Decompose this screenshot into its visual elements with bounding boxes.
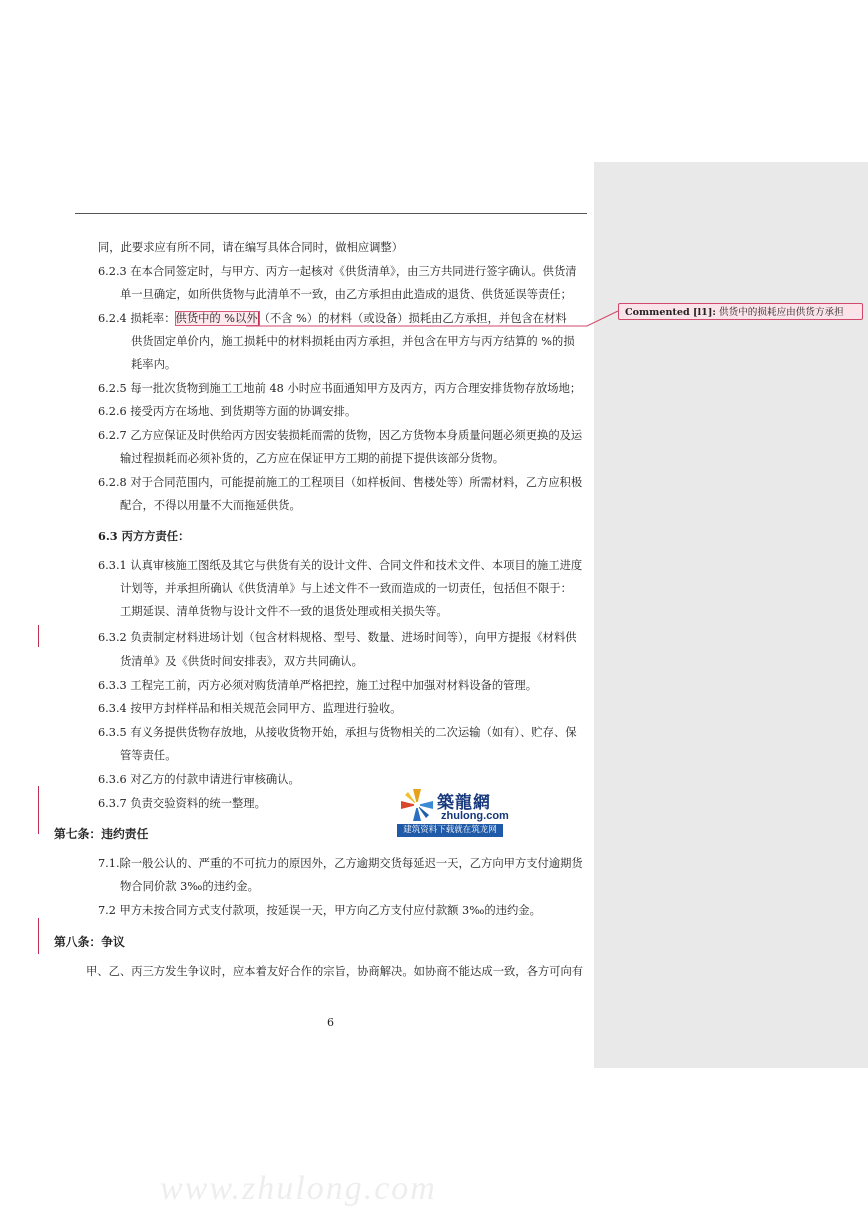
clause-7-2: 7.2 甲方未按合同方式支付款项，按延误一天，甲方向乙方支付应付款额 3‰的违约金。	[98, 904, 541, 917]
comment-balloon[interactable]	[618, 303, 863, 320]
commented-text-highlight[interactable]: 供货中的 %以外	[175, 312, 258, 325]
paragraph-line: 甲、乙、丙三方发生争议时，应本着友好合作的宗旨，协商解决。如协商不能达成一致，各方可向有	[86, 965, 584, 978]
clause-6-3-2: 6.3.2 负责制定材料进场计划（包含材料规格、型号、数量、进场时间等），向甲方提报《材料供	[98, 631, 577, 644]
paragraph-line: 货清单》及《供货时间安排表》，双方共同确认。	[120, 655, 363, 668]
logo-banner: 建筑资料下载就在筑龙网	[397, 824, 503, 837]
comment-text: 供货中的损耗应由供货方承担	[715, 307, 844, 318]
paragraph-line: 供货固定单价内，施工损耗中的材料损耗由丙方承担，并包含在甲方与丙方结算的 %的损	[131, 335, 575, 348]
section-heading-6-3: 6.3 丙方方责任：	[98, 529, 190, 543]
paragraph-line: 单一旦确定，如所供货物与此清单不一致，由乙方承担由此造成的退货、供货延误等责任；	[120, 288, 572, 301]
clause-6-2-8: 6.2.8 对于合同范围内，可能提前施工的工程项目（如样板间、售楼处等）所需材料，乙方应积极	[98, 476, 583, 489]
clause-6-3-3: 6.3.3 工程完工前，丙方必须对购货清单严格把控，施工过程中加强对材料设备的管理。	[98, 679, 538, 692]
article-8-heading: 第八条：争议	[54, 935, 125, 949]
paragraph-line: 计划等，并承担所确认《供货清单》与上述文件不一致而造成的一切责任，包括但不限于：	[120, 582, 572, 595]
clause-6-2-7: 6.2.7 乙方应保证及时供给丙方因安装损耗而需的货物，因乙方货物本身质量问题必须更换的及运	[98, 429, 583, 442]
clause-6-3-5: 6.3.5 有义务提供货物存放地，从接收货物开始，承担与货物相关的二次运输（如有）、贮存、保	[98, 726, 577, 739]
article-7-heading: 第七条：违约责任	[54, 827, 149, 841]
paragraph-line: 配合，不得以用量不大而拖延供货。	[120, 499, 301, 512]
clause-6-2-5: 6.2.5 每一批次货物到施工工地前 48 小时应书面通知甲方及丙方，丙方合理安排货物存放场地；	[98, 382, 582, 395]
change-bar	[38, 625, 39, 647]
clause-6-3-7: 6.3.7 负责交验资料的统一整理。	[98, 797, 266, 810]
logo-name: 築龍網	[437, 793, 491, 813]
clause-6-3-1: 6.3.1 认真审核施工图纸及其它与供货有关的设计文件、合同文件和技术文件、本项目的施工进度	[98, 559, 583, 572]
clause-text: （不含 %）的材料（或设备）损耗由乙方承担，并包含在材料	[258, 312, 567, 325]
clause-6-2-3: 6.2.3 在本合同签定时，与甲方、丙方一起核对《供货清单》，由三方共同进行签字确认。供货清	[98, 265, 577, 278]
logo-domain: zhulong.com	[441, 810, 509, 822]
change-bar	[38, 918, 39, 954]
logo-pinwheel-icon	[397, 786, 437, 826]
paragraph-line: 同，此要求应有所不同，请在编写具体合同时，做相应调整）	[98, 241, 404, 254]
clause-6-2-6: 6.2.6 接受丙方在场地、到货期等方面的协调安排。	[98, 405, 357, 418]
paragraph-line: 耗率内。	[131, 358, 177, 371]
page-number: 6	[327, 1016, 334, 1029]
change-bar	[38, 786, 39, 834]
clause-6-3-6: 6.3.6 对乙方的付款申请进行审核确认。	[98, 773, 300, 786]
paragraph-line: 管等责任。	[120, 749, 177, 762]
clause-7-1: 7.1.除一般公认的、严重的不可抗力的原因外，乙方逾期交货每延迟一天，乙方向甲方支付逾期货	[98, 857, 583, 870]
paragraph-line: 工期延误、清单货物与设计文件不一致的退货处理或相关损失等。	[120, 605, 448, 618]
clause-6-3-4: 6.3.4 按甲方封样样品和相关规范会同甲方、监理进行验收。	[98, 702, 402, 715]
watermark: www.zhulong.com	[160, 1170, 437, 1207]
paragraph-line: 物合同价款 3‰的违约金。	[120, 880, 259, 893]
paragraph-line: 输过程损耗而必须补货的，乙方应在保证甲方工期的前提下提供该部分货物。	[120, 452, 505, 465]
comment-author-tag: Commented [l1]:	[625, 307, 716, 318]
zhulong-logo	[397, 786, 509, 838]
clause-label: 6.2.4 损耗率：	[98, 312, 176, 325]
